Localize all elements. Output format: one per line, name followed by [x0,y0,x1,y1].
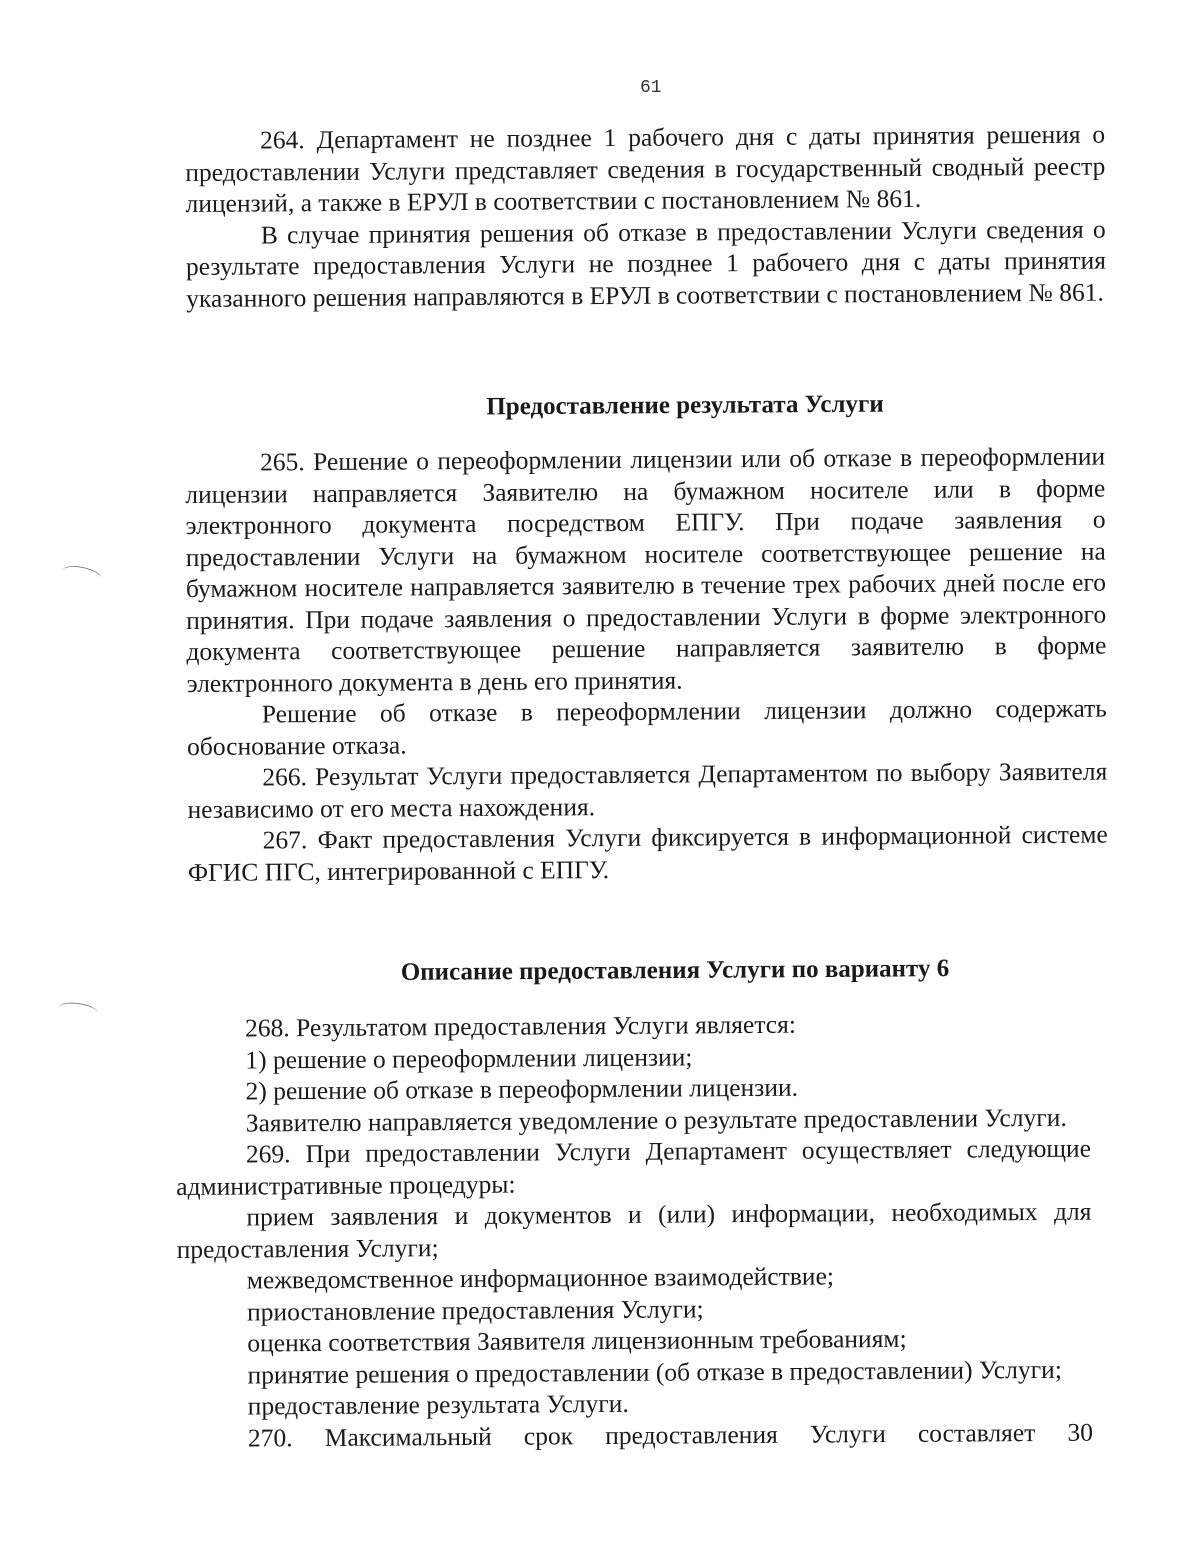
section-265-267 [185,441,1108,888]
paragraph-269: 269. При предоставлении Услуги Департамент осуществляет следующие административные процедуры: [176,1133,1092,1201]
paragraph-264-refusal: В случае принятия решения об отказе в предоставлении Услуги сведения о результате предоставления Услуги не позднее 1 рабочего дня с даты принятия указанного решения направляются в ЕРУЛ в соответствии с постановлением № 861. [185,214,1107,313]
procedure-item: межведомственное информационное взаимодействие; [246,1261,835,1295]
paragraph-266: 266. Результат Услуги предоставляется Департаментом по выбору Заявителя независимо от его места нахождения. [187,756,1108,824]
section-264 [185,119,1106,314]
hole-punch-mark [61,563,103,586]
paragraph-264: 264. Департамент не позднее 1 рабочего дня с даты принятия решения о предоставлении Услуги представляет сведения в государственный сводный реестр лицензий, а также в ЕРУЛ в соответствии с постановлением № 861. [185,119,1106,218]
heading-variant-6: Описание предоставления Услуги по варианту 6 [400,955,950,986]
paragraph-notification: Заявителю направляется уведомление о результате предоставлении Услуги. [245,1102,1067,1138]
list-item-1: 1) решение о переоформлении лицензии; [245,1041,693,1075]
page-number: 61 [640,78,662,98]
heading-result-delivery: Предоставление результата Услуги [486,390,884,421]
hole-punch-mark [57,1000,99,1020]
section-268-270 [175,1007,1093,1454]
paragraph-270: 270. Максимальный срок предоставления Услуги составляет 30 [247,1417,1094,1453]
procedure-item: принятие решения о предоставлении (об отказе в предоставлении) Услуги; [247,1354,1062,1390]
paragraph-267: 267. Факт предоставления Услуги фиксируется в информационной системе ФГИС ПГС, интегрированной с ЕПГУ. [187,819,1108,887]
procedure-item: прием заявления и документов и (или) информации, необходимых для предоставления Услуги; [176,1196,1092,1264]
procedure-item: оценка соответствия Заявителя лицензионным требованиям; [247,1323,907,1358]
list-item-2: 2) решение об отказе в переоформлении лицензии. [245,1072,799,1106]
procedure-item: предоставление результата Услуги. [247,1388,629,1421]
procedure-item: приостановление предоставления Услуги; [246,1293,704,1327]
paragraph-268: 268. Результатом предоставления Услуги является: [245,1009,796,1043]
paragraph-265-refusal: Решение об отказе в переоформлении лицензии должно содержать обоснование отказа. [186,693,1107,761]
paragraph-265: 265. Решение о переоформлении лицензии или об отказе в переоформлении лицензии направляется Заявителю на бумажном носителе или в форме электронного документа посредством ЕПГУ. При подаче заявления о предоставлении Услуги на бумажном носителе соответствующее решение на бумажном носителе направляется заявителю в течение трех рабочих дней после его принятия. При подаче заявления о предоставлении Услуги в форме электронного документа соответствующее решение направляется заявителю в форме электронного документа в день его принятия. [185,441,1107,698]
